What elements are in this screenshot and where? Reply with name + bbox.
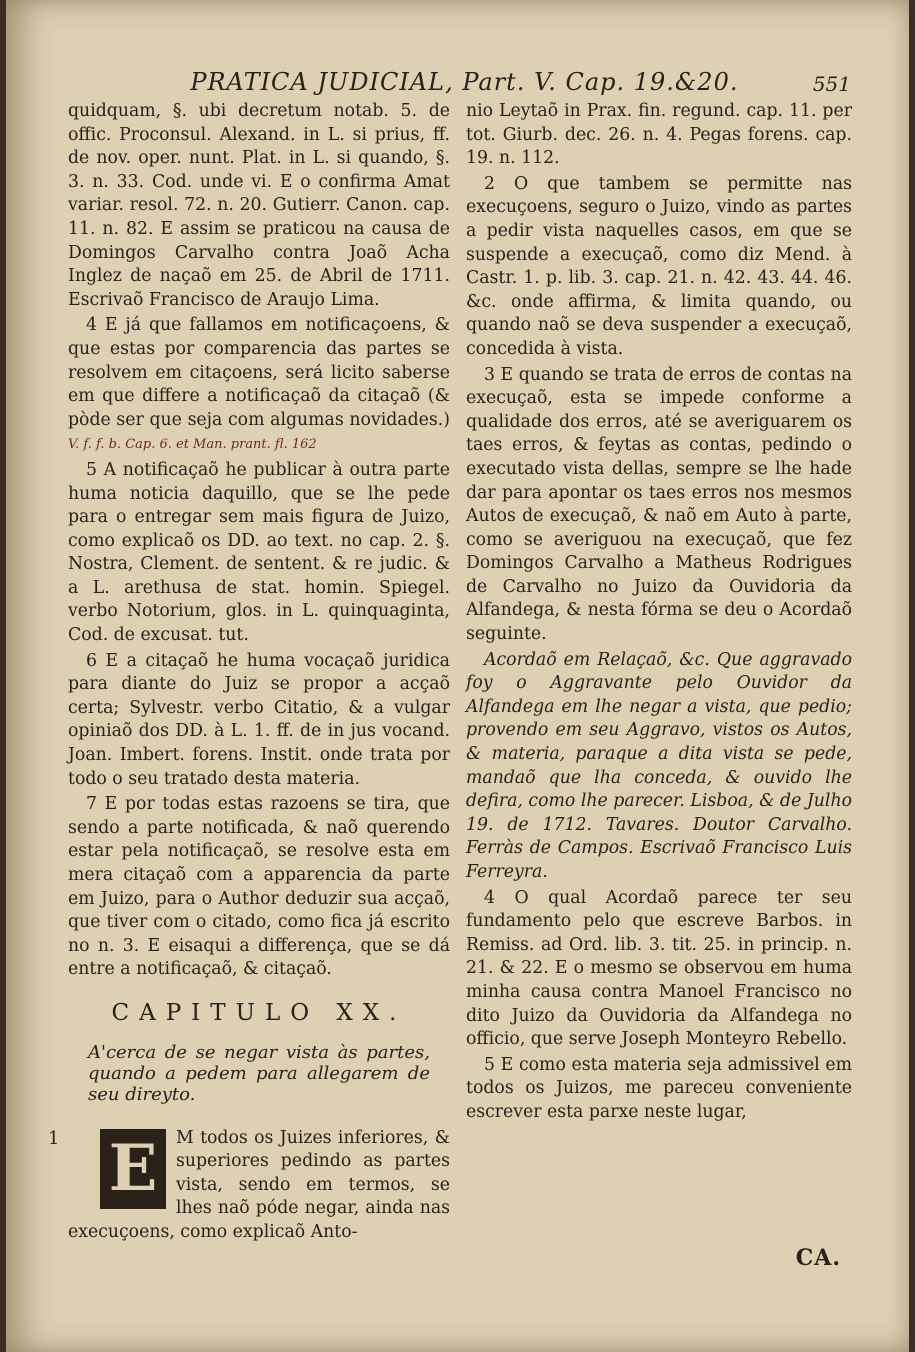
paragraph-continuation: quidquam, §. ubi decretum notab. 5. de offic. Proconsul. Alexand. in L. si prius, ff. de nov. oper. nunt. Plat. in L. si quando, §. 3. n. 33. Cod. unde vi. E o confirma Amat variar. resol. 72. n. 20. Gutierr. Canon. cap. 11. n. 82. E assim se praticou na causa de Domingos Carvalho contra Joaõ Acha Inglez de naçaõ em 25. de Abril de 1711. Escrivaõ Francisco de Araujo Lima. [68, 101, 450, 310]
acordao-quote: Acordaõ em Relaçaõ, &c. Que aggravado foy o Aggravante pelo Ouvidor da Alfandega em lhe negar a vista, que pedio; provendo em seu Aggravo, vistos os Autos, & materia, paraque a dita vista se pede, mandaõ que lha conceda, & ouvido lhe defira, como lhe parecer. Lisboa, & de Julho 19. de 1712. Tavares. Doutor Carvalho. Ferràs de Campos. Escrivaõ Francisco Luis Ferreyra. [466, 649, 852, 882]
paragraph-continuation-right: nio Leytaõ in Prax. fin. regund. cap. 11. per tot. Giurb. dec. 26. n. 4. Pegas forens. cap. 19. n. 112. [466, 101, 852, 169]
paragraph-4-text: 4 E já que fallamos em notificaçoens, & que estas por comparencia das partes se resolvem em citaçoens, será licito saberse em que differe a notificaçaõ da citaçaõ (& pòde ser que seja com algumas novidades.) [68, 315, 450, 430]
right-column [466, 100, 852, 1127]
paragraph-4-right: 4 O qual Acordaõ parece ter seu fundamento pelo que escreve Barbos. in Remiss. ad Ord. lib. 3. tit. 25. in princip. n. 21. & 22. E o mesmo se observou em huma minha causa contra Manoel Francisco no dito Juizo da Ouvidoria da Alfandega no officio, que serve Joseph Monteyro Rebello. [466, 887, 852, 1050]
running-head: PRATICA JUDICIAL, Part. V. Cap. 19.&20. [190, 68, 739, 96]
chapter-opening [48, 1127, 450, 1245]
paragraph-6: 6 E a citaçaõ he huma vocaçaõ juridica para diante do Juiz se propor a acçaõ certa; Sylvestr. verbo Citatio, & a vulgar opiniaõ dos DD. à L. 1. ff. de in jus vocand. Joan. Imbert. forens. Instit. onde trata por todo o seu tratado desta materia. [68, 650, 450, 789]
paragraph-5-right: 5 E como esta materia seja admissivel em todos os Juizos, me pareceu conveniente escrever esta parxe neste lugar, [466, 1054, 852, 1122]
paragraph-7: 7 E por todas estas razoens se tira, que sendo a parte notificada, & naõ querendo estar pela notificaçaõ, se resolve esta em mera citaçaõ com a apparencia da parte em Juizo, para o Author deduzir sua acçaõ, que tiver com o citado, como fica já escrito no n. 3. E eisaqui a differença, que se dá entre a notificaçaõ, & citaçaõ. [68, 794, 450, 980]
catchword: CA. [795, 1245, 841, 1271]
chapter-summary: A'cerca de se negar vista às partes, quando a pedem para allegarem de seu direyto. [88, 1041, 430, 1105]
decorated-initial-letter: E [100, 1129, 166, 1209]
left-column [48, 100, 450, 1245]
chapter-title: CAPITULO XX. [111, 999, 407, 1026]
chapter-paragraph-number: 1 [48, 1127, 60, 1149]
paragraph-4 [68, 314, 450, 457]
paragraph-3: 3 E quando se trata de erros de contas na execuçaõ, esta se impede conforme a qualidade dos erros, até se averiguarem os taes erros, & feytas as contas, pedindo o executado vista dellas, sempre se lhe hade dar para apontar os taes erros nos mesmos Autos de execuçaõ, & naõ em Auto à parte, como se averiguou na execuçaõ, que fez Domingos Carvalho a Matheus Rodrigues de Carvalho no Juizo da Ouvidoria da Alfandega, & nesta fórma se deu o Acordaõ seguinte. [466, 364, 852, 645]
page-header [76, 62, 851, 96]
paragraph-2: 2 O que tambem se permitte nas execuçoens, seguro o Juizo, vindo as partes a pedir vista naquelles casos, em que se suspende a execuçaõ, como diz Mend. à Castr. 1. p. lib. 3. cap. 21. n. 42. 43. 44. 46. &c. onde affirma, & limita quando, ou quando naõ se deva suspender a execuçaõ, concedida à vista. [466, 173, 852, 359]
chapter-paragraph-1: M todos os Juizes inferiores, & superiores pedindo as partes vista, sendo em termos, se lhes naõ póde negar, ainda nas execuçoens, como explicaõ Anto- [68, 1127, 450, 1242]
handwritten-annotation: V. f. f. b. Cap. 6. et Man. prant. fl. 162 [68, 437, 317, 453]
paragraph-5: 5 A notificaçaõ he publicar à outra parte huma noticia daquillo, que se lhe pede para o entregar sem mais figura de Juizo, como explicaõ os DD. ao text. no cap. 2. §. Nostra, Clement. de sentent. & re judic. & a L. arethusa de stat. homin. Spiegel. verbo Notorium, glos. in L. quinquaginta, Cod. de excusat. tut. [68, 459, 450, 646]
book-page [6, 0, 909, 1352]
page-number: 551 [812, 72, 851, 96]
